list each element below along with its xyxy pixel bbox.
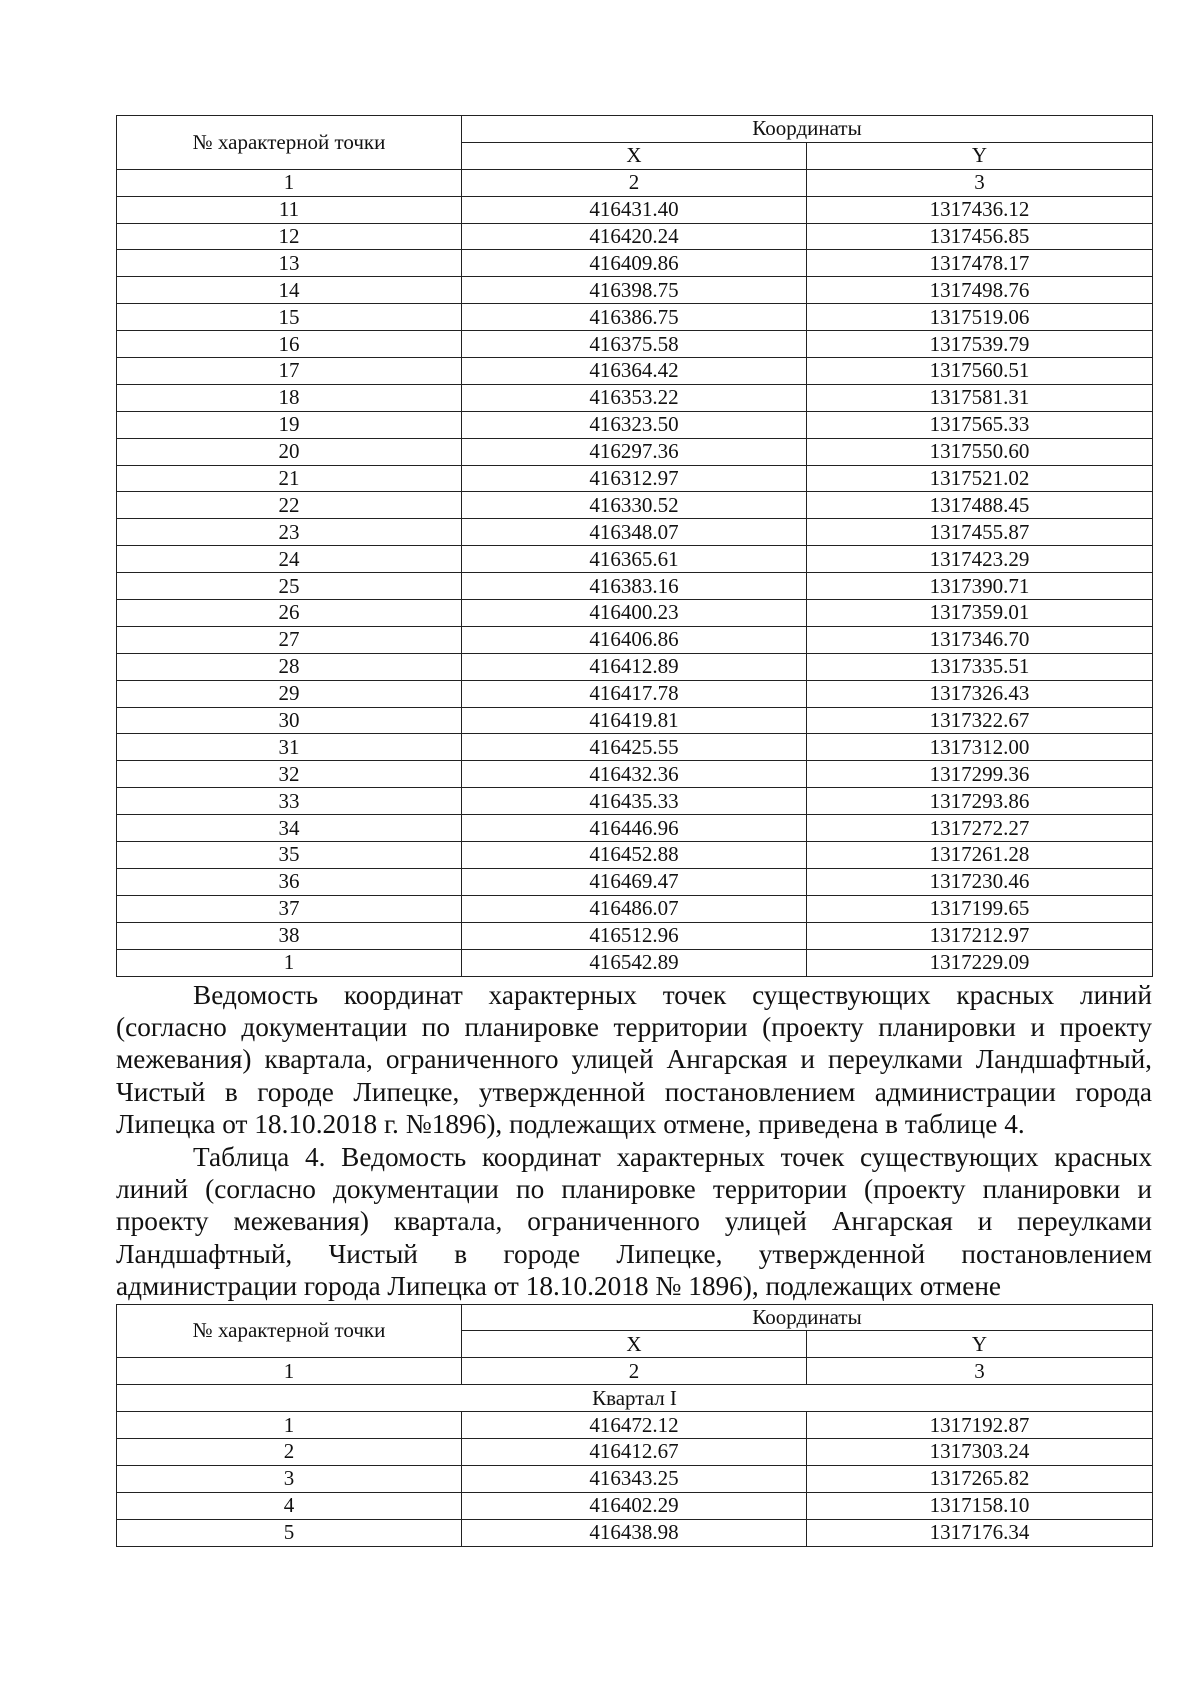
- point-number-cell: 19: [117, 411, 462, 438]
- x-coordinate-cell: 416412.67: [462, 1439, 807, 1466]
- header-row: [117, 116, 1153, 143]
- y-coordinate-cell: 1317158.10: [807, 1492, 1153, 1519]
- x-coordinate-cell: 416323.50: [462, 411, 807, 438]
- table-row: [117, 331, 1153, 358]
- table-row: [117, 1519, 1153, 1546]
- column-number: 3: [807, 1358, 1153, 1385]
- y-coordinate-cell: 1317212.97: [807, 922, 1153, 949]
- table-row: [117, 788, 1153, 815]
- table-caption: Таблица 4. Ведомость координат характерных точек существующих красных линий (согласно документации по планировке территории (проекту планировки и проекту межевания) квартала, ограниченного улицей Ангарская и переулками Ландшафтный, Чистый в городе Липецке, утвержденной постановлением администрации города Липецка от 18.10.2018 № 1896), подлежащих отмене: [116, 1141, 1152, 1302]
- table-row: [117, 868, 1153, 895]
- table-row: [117, 949, 1153, 976]
- table-row: [117, 815, 1153, 842]
- x-coordinate-cell: 416486.07: [462, 895, 807, 922]
- y-header: Y: [807, 142, 1153, 169]
- y-coordinate-cell: 1317326.43: [807, 680, 1153, 707]
- y-coordinate-cell: 1317293.86: [807, 788, 1153, 815]
- y-coordinate-cell: 1317456.85: [807, 223, 1153, 250]
- y-coordinate-cell: 1317176.34: [807, 1519, 1153, 1546]
- y-coordinate-cell: 1317560.51: [807, 358, 1153, 385]
- point-number-cell: 1: [117, 949, 462, 976]
- x-coordinate-cell: 416469.47: [462, 868, 807, 895]
- point-number-cell: 37: [117, 895, 462, 922]
- table-row: [117, 519, 1153, 546]
- x-coordinate-cell: 416312.97: [462, 465, 807, 492]
- y-coordinate-cell: 1317550.60: [807, 438, 1153, 465]
- table-row: [117, 411, 1153, 438]
- table-row: [117, 250, 1153, 277]
- point-number-cell: 38: [117, 922, 462, 949]
- point-number-cell: 3: [117, 1465, 462, 1492]
- point-number-cell: 27: [117, 626, 462, 653]
- table-row: [117, 922, 1153, 949]
- x-coordinate-cell: 416542.89: [462, 949, 807, 976]
- x-coordinate-cell: 416353.22: [462, 384, 807, 411]
- y-coordinate-cell: 1317565.33: [807, 411, 1153, 438]
- x-coordinate-cell: 416365.61: [462, 546, 807, 573]
- point-number-cell: 4: [117, 1492, 462, 1519]
- point-number-cell: 1: [117, 1412, 462, 1439]
- x-coordinate-cell: 416386.75: [462, 304, 807, 331]
- x-coordinate-cell: 416383.16: [462, 573, 807, 600]
- x-coordinate-cell: 416420.24: [462, 223, 807, 250]
- point-number-cell: 26: [117, 600, 462, 627]
- y-coordinate-cell: 1317436.12: [807, 196, 1153, 223]
- table-row: [117, 358, 1153, 385]
- x-coordinate-cell: 416417.78: [462, 680, 807, 707]
- x-coordinate-cell: 416330.52: [462, 492, 807, 519]
- point-number-cell: 15: [117, 304, 462, 331]
- column-number: 1: [117, 169, 462, 196]
- table-row: [117, 653, 1153, 680]
- point-number-cell: 11: [117, 196, 462, 223]
- x-coordinate-cell: 416432.36: [462, 761, 807, 788]
- table-body: [117, 196, 1153, 976]
- point-number-cell: 14: [117, 277, 462, 304]
- point-number-cell: 2: [117, 1439, 462, 1466]
- y-coordinate-cell: 1317498.76: [807, 277, 1153, 304]
- y-coordinate-cell: 1317478.17: [807, 250, 1153, 277]
- table-row: [117, 895, 1153, 922]
- table-row: [117, 304, 1153, 331]
- y-coordinate-cell: 1317359.01: [807, 600, 1153, 627]
- x-coordinate-cell: 416398.75: [462, 277, 807, 304]
- point-number-cell: 35: [117, 842, 462, 869]
- y-coordinate-cell: 1317539.79: [807, 331, 1153, 358]
- coordinates-header: Координаты: [462, 1304, 1153, 1331]
- point-number-header: № характерной точки: [117, 1304, 462, 1358]
- x-coordinate-cell: 416364.42: [462, 358, 807, 385]
- y-coordinate-cell: 1317261.28: [807, 842, 1153, 869]
- y-coordinate-cell: 1317390.71: [807, 573, 1153, 600]
- y-coordinate-cell: 1317322.67: [807, 707, 1153, 734]
- point-number-cell: 34: [117, 815, 462, 842]
- table-row: [117, 277, 1153, 304]
- y-coordinate-cell: 1317299.36: [807, 761, 1153, 788]
- y-coordinate-cell: 1317303.24: [807, 1439, 1153, 1466]
- x-coordinate-cell: 416438.98: [462, 1519, 807, 1546]
- header-row: [117, 1304, 1153, 1331]
- table-row: [117, 384, 1153, 411]
- x-coordinate-cell: 416402.29: [462, 1492, 807, 1519]
- table-row: [117, 734, 1153, 761]
- point-number-cell: 36: [117, 868, 462, 895]
- x-coordinate-cell: 416425.55: [462, 734, 807, 761]
- x-coordinate-cell: 416297.36: [462, 438, 807, 465]
- table-row: [117, 223, 1153, 250]
- table-body: [117, 1412, 1153, 1546]
- coordinates-table-2: [116, 1304, 1153, 1547]
- y-coordinate-cell: 1317581.31: [807, 384, 1153, 411]
- point-number-cell: 22: [117, 492, 462, 519]
- y-coordinate-cell: 1317423.29: [807, 546, 1153, 573]
- point-number-cell: 18: [117, 384, 462, 411]
- table-row: [117, 1465, 1153, 1492]
- body-paragraph: Ведомость координат характерных точек существующих красных линий (согласно документации по планировке территории (проекту планировки и проекту межевания) квартала, ограниченного улицей Ангарская и переулками Ландшафтный, Чистый в городе Липецке, утвержденной постановлением администрации города Липецка от 18.10.2018 г. №1896), подлежащих отмене, приведена в таблице 4.: [116, 979, 1152, 1140]
- table-row: [117, 438, 1153, 465]
- table-row: [117, 492, 1153, 519]
- x-coordinate-cell: 416409.86: [462, 250, 807, 277]
- x-coordinate-cell: 416431.40: [462, 196, 807, 223]
- x-coordinate-cell: 416400.23: [462, 600, 807, 627]
- point-number-cell: 25: [117, 573, 462, 600]
- y-coordinate-cell: 1317265.82: [807, 1465, 1153, 1492]
- x-coordinate-cell: 416343.25: [462, 1465, 807, 1492]
- table-row: [117, 1439, 1153, 1466]
- column-number: 2: [462, 169, 807, 196]
- y-coordinate-cell: 1317192.87: [807, 1412, 1153, 1439]
- column-number: 1: [117, 1358, 462, 1385]
- point-number-cell: 20: [117, 438, 462, 465]
- y-coordinate-cell: 1317312.00: [807, 734, 1153, 761]
- column-number: 3: [807, 169, 1153, 196]
- y-coordinate-cell: 1317521.02: [807, 465, 1153, 492]
- point-number-cell: 21: [117, 465, 462, 492]
- point-number-cell: 28: [117, 653, 462, 680]
- point-number-cell: 31: [117, 734, 462, 761]
- x-coordinate-cell: 416375.58: [462, 331, 807, 358]
- table-row: [117, 600, 1153, 627]
- x-header: X: [462, 142, 807, 169]
- point-number-cell: 12: [117, 223, 462, 250]
- table-row: [117, 626, 1153, 653]
- y-coordinate-cell: 1317272.27: [807, 815, 1153, 842]
- x-coordinate-cell: 416472.12: [462, 1412, 807, 1439]
- point-number-cell: 5: [117, 1519, 462, 1546]
- column-number: 2: [462, 1358, 807, 1385]
- point-number-cell: 16: [117, 331, 462, 358]
- document-page: [116, 115, 1152, 1547]
- y-coordinate-cell: 1317335.51: [807, 653, 1153, 680]
- point-number-cell: 24: [117, 546, 462, 573]
- coordinates-header: Координаты: [462, 116, 1153, 143]
- y-coordinate-cell: 1317199.65: [807, 895, 1153, 922]
- table-row: [117, 546, 1153, 573]
- x-coordinate-cell: 416435.33: [462, 788, 807, 815]
- y-coordinate-cell: 1317346.70: [807, 626, 1153, 653]
- point-number-cell: 33: [117, 788, 462, 815]
- y-coordinate-cell: 1317519.06: [807, 304, 1153, 331]
- column-number-row: [117, 169, 1153, 196]
- x-coordinate-cell: 416348.07: [462, 519, 807, 546]
- x-coordinate-cell: 416412.89: [462, 653, 807, 680]
- table-row: [117, 1412, 1153, 1439]
- x-coordinate-cell: 416512.96: [462, 922, 807, 949]
- point-number-cell: 29: [117, 680, 462, 707]
- table-row: [117, 196, 1153, 223]
- point-number-cell: 13: [117, 250, 462, 277]
- point-number-header: № характерной точки: [117, 116, 462, 170]
- y-coordinate-cell: 1317230.46: [807, 868, 1153, 895]
- table-row: [117, 465, 1153, 492]
- column-number-row: [117, 1358, 1153, 1385]
- x-coordinate-cell: 416419.81: [462, 707, 807, 734]
- table-row: [117, 573, 1153, 600]
- y-coordinate-cell: 1317488.45: [807, 492, 1153, 519]
- table-row: [117, 707, 1153, 734]
- y-header: Y: [807, 1331, 1153, 1358]
- point-number-cell: 23: [117, 519, 462, 546]
- table-row: [117, 842, 1153, 869]
- x-coordinate-cell: 416452.88: [462, 842, 807, 869]
- x-header: X: [462, 1331, 807, 1358]
- x-coordinate-cell: 416446.96: [462, 815, 807, 842]
- section-row: [117, 1385, 1153, 1412]
- x-coordinate-cell: 416406.86: [462, 626, 807, 653]
- table-row: [117, 680, 1153, 707]
- coordinates-table-1: [116, 115, 1153, 977]
- y-coordinate-cell: 1317229.09: [807, 949, 1153, 976]
- section-label: Квартал I: [117, 1385, 1153, 1412]
- point-number-cell: 30: [117, 707, 462, 734]
- point-number-cell: 17: [117, 358, 462, 385]
- table-row: [117, 761, 1153, 788]
- table-row: [117, 1492, 1153, 1519]
- point-number-cell: 32: [117, 761, 462, 788]
- y-coordinate-cell: 1317455.87: [807, 519, 1153, 546]
